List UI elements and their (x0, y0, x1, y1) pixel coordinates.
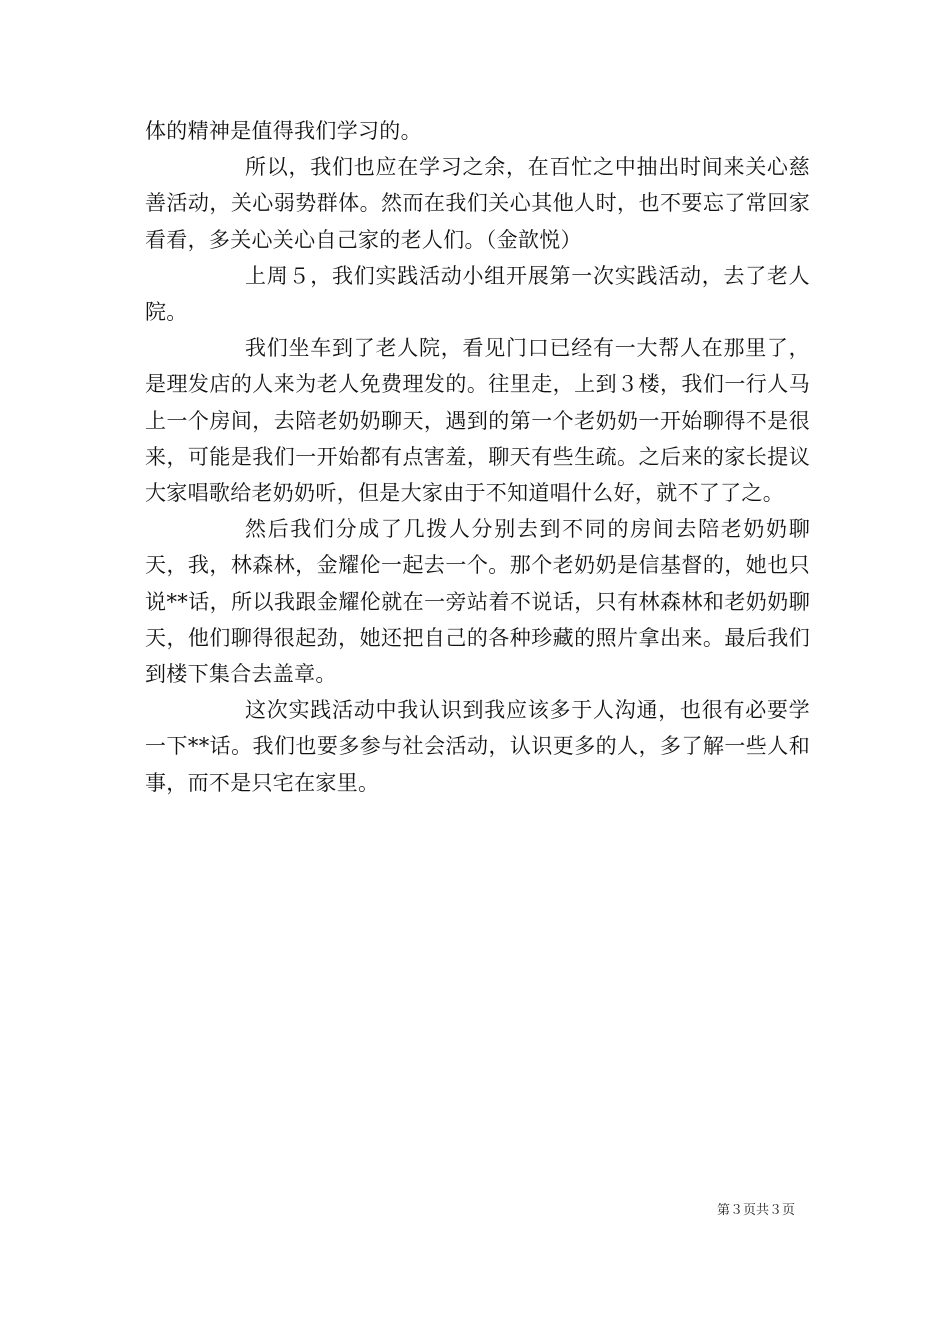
paragraph-reflection: 这次实践活动中我认识到我应该多于人沟通，也很有必要学一下**话。我们也要多参与社会活动，认识更多的人，多了解一些人和事，而不是只宅在家里。 (145, 698, 810, 795)
paragraph-continuation: 体的精神是值得我们学习的。 (145, 119, 422, 143)
document-body (145, 113, 810, 801)
paragraph-charity: 所以，我们也应在学习之余，在百忙之中抽出时间来关心慈善活动，关心弱势群体。然而在我们关心其他人时，也不要忘了常回家看看，多关心关心自己家的老人们。（金歆悦） (145, 155, 810, 252)
page-number: 第３页共３页 (717, 1203, 796, 1218)
paragraph-arrival: 我们坐车到了老人院，看见门口已经有一大帮人在那里了，是理发店的人来为老人免费理发的。往里走，上到３楼，我们一行人马上一个房间，去陪老奶奶聊天，遇到的第一个老奶奶一开始聊得不是很来，可能是我们一开始都有点害羞，聊天有些生疏。之后来的家长提议大家唱歌给老奶奶听，但是大家由于不知道唱什么好，就不了了之。 (145, 336, 810, 506)
paragraph-rooms: 然后我们分成了几拨人分别去到不同的房间去陪老奶奶聊天，我，林森林，金耀伦一起去一个。那个老奶奶是信基督的，她也只说**话，所以我跟金耀伦就在一旁站着不说话，只有林森林和老奶奶聊天，他们聊得很起劲，她还把自己的各种珍藏的照片拿出来。最后我们到楼下集合去盖章。 (145, 517, 810, 687)
paragraph-first-activity: 上周５，我们实践活动小组开展第一次实践活动，去了老人院。 (145, 263, 810, 325)
